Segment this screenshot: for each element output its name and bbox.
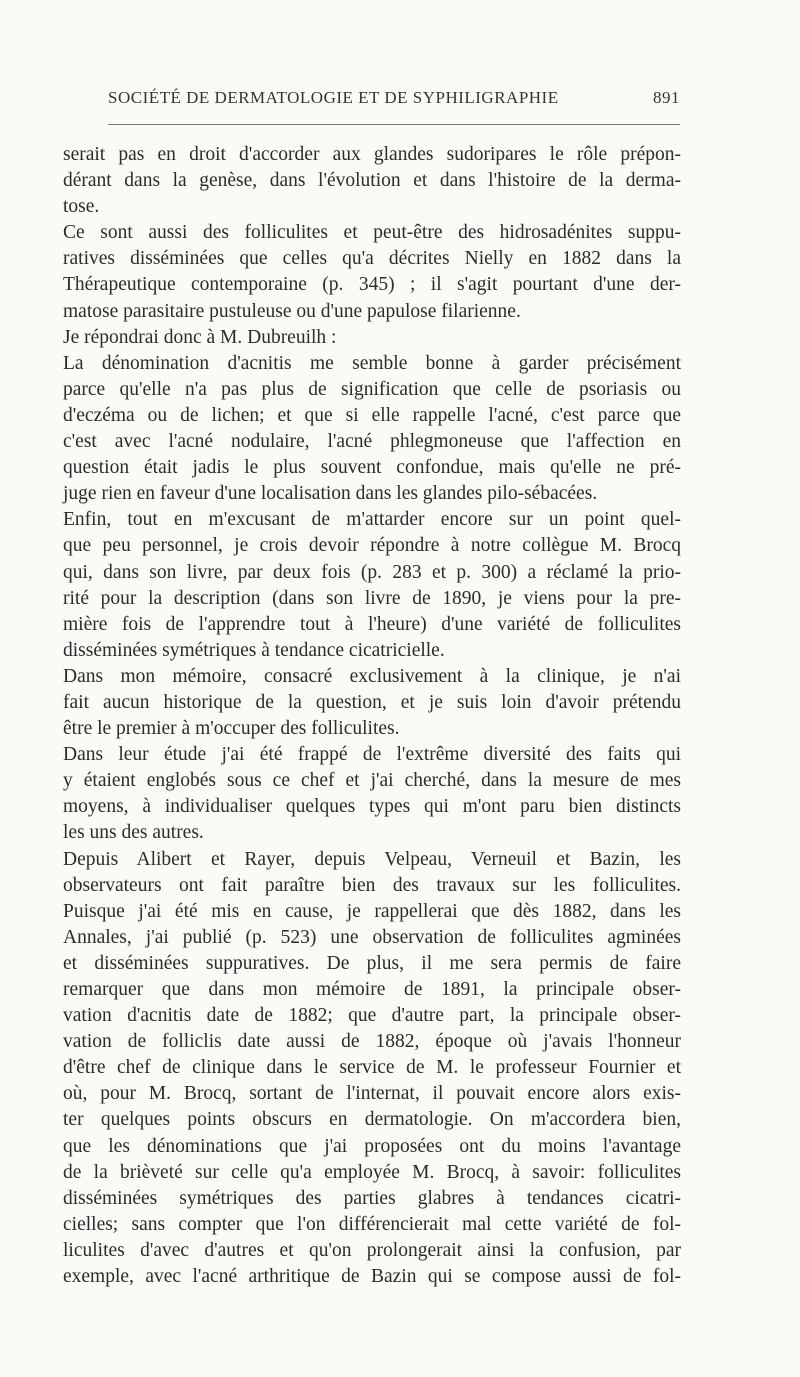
text-line: d'être chef de clinique dans le service de M. le professeur Fournier et bbox=[63, 1057, 681, 1079]
text-line: Dans leur étude j'ai été frappé de l'extrême diversité des faits qui bbox=[63, 744, 681, 766]
text-line: dérant dans la genèse, dans l'évolution et dans l'histoire de la derma- bbox=[63, 170, 681, 192]
text-line: ter quelques points obscurs en dermatologie. On m'accordera bien, bbox=[63, 1109, 681, 1131]
text-line: La dénomination d'acnitis me semble bonne à garder précisément bbox=[63, 352, 681, 374]
text-line: c'est avec l'acné nodulaire, l'acné phlegmoneuse que l'affection en bbox=[63, 431, 681, 453]
text-line: ratives disséminées que celles qu'a décrites Nielly en 1882 dans la bbox=[63, 248, 681, 270]
text-line: serait pas en droit d'accorder aux glandes sudoripares le rôle prépon- bbox=[63, 144, 681, 165]
text-line: cielles; sans compter que l'on différencierait mal cette variété de fol- bbox=[63, 1213, 681, 1235]
text-line: exemple, avec l'acné arthritique de Bazin qui se compose aussi de fol- bbox=[63, 1266, 681, 1288]
text-line: qui, dans son livre, par deux fois (p. 283 et p. 300) a réclamé la prio- bbox=[63, 561, 681, 583]
text-line: remarquer que dans mon mémoire de 1891, la principale obser- bbox=[63, 979, 681, 1000]
text-line: que les dénominations que j'ai proposées ont du moins l'avantage bbox=[63, 1135, 681, 1157]
text-line: les uns des autres. bbox=[63, 822, 204, 844]
text-line: être le premier à m'occuper des folliculites. bbox=[63, 718, 400, 740]
text-line: tose. bbox=[63, 196, 100, 218]
text-line: observateurs ont fait paraître bien des travaux sur les folliculites. bbox=[63, 874, 681, 896]
text-line: vation d'acnitis date de 1882; que d'autre part, la principale obser- bbox=[63, 1005, 681, 1027]
text-line: où, pour M. Brocq, sortant de l'internat, il pouvait encore alors exis- bbox=[63, 1083, 681, 1105]
text-line: moyens, à individualiser quelques types qui m'ont paru bien distincts bbox=[63, 796, 681, 818]
text-line: d'eczéma ou de lichen; et que si elle rappelle l'acné, c'est parce que bbox=[63, 404, 681, 426]
text-line: vation de folliclis date aussi de 1882, époque où j'avais l'honneur bbox=[63, 1031, 681, 1053]
text-line: liculites d'avec d'autres et qu'on prolongerait ainsi la confusion, par bbox=[63, 1239, 681, 1261]
text-line: juge rien en faveur d'une localisation dans les glandes pilo-sébacées. bbox=[63, 483, 598, 505]
text-line: parce qu'elle n'a pas plus de signification que celle de psoriasis ou bbox=[63, 378, 681, 400]
running-header bbox=[108, 88, 680, 108]
text-line: Puisque j'ai été mis en cause, je rappellerai que dès 1882, dans les bbox=[63, 900, 681, 922]
text-line: fait aucun historique de la question, et je suis loin d'avoir prétendu bbox=[63, 691, 681, 713]
running-title: SOCIÉTÉ DE DERMATOLOGIE ET DE SYPHILIGRAPHIE bbox=[108, 88, 559, 107]
text-line: Enfin, tout en m'excusant de m'attarder encore sur un point quel- bbox=[63, 509, 681, 531]
text-line: disséminées symétriques des parties glabres à tendances cicatri- bbox=[63, 1187, 681, 1209]
page-number: 891 bbox=[653, 88, 680, 107]
text-line: de la brièveté sur celle qu'a employée M. Brocq, à savoir: folliculites bbox=[63, 1161, 681, 1183]
text-line: Thérapeutique contemporaine (p. 345) ; il s'agit pourtant d'une der- bbox=[63, 274, 681, 296]
text-line: Depuis Alibert et Rayer, depuis Velpeau, Verneuil et Bazin, les bbox=[63, 848, 681, 870]
text-line: Je répondrai donc à M. Dubreuilh : bbox=[63, 326, 337, 348]
text-line: que peu personnel, je crois devoir répondre à notre collègue M. Brocq bbox=[63, 535, 681, 557]
text-line: matose parasitaire pustuleuse ou d'une papulose filarienne. bbox=[63, 300, 521, 322]
text-line: rité pour la description (dans son livre de 1890, je viens pour la pre- bbox=[63, 587, 681, 609]
body-text bbox=[63, 142, 681, 1290]
text-line: Ce sont aussi des folliculites et peut-être des hidrosadénites suppu- bbox=[63, 222, 681, 244]
text-line: disséminées symétriques à tendance cicatricielle. bbox=[63, 639, 445, 661]
text-line: Dans mon mémoire, consacré exclusivement à la clinique, je n'ai bbox=[63, 665, 681, 687]
text-line: mière fois de l'apprendre tout à l'heure) d'une variété de folliculites bbox=[63, 613, 681, 635]
text-line: Annales, j'ai publié (p. 523) une observation de folliculites agminées bbox=[63, 926, 681, 948]
header-rule bbox=[108, 124, 680, 125]
text-line: question était jadis le plus souvent confondue, mais qu'elle ne pré- bbox=[63, 457, 681, 479]
text-line: y étaient englobés sous ce chef et j'ai cherché, dans la mesure de mes bbox=[63, 770, 681, 792]
text-line: et disséminées suppuratives. De plus, il me sera permis de faire bbox=[63, 952, 681, 974]
